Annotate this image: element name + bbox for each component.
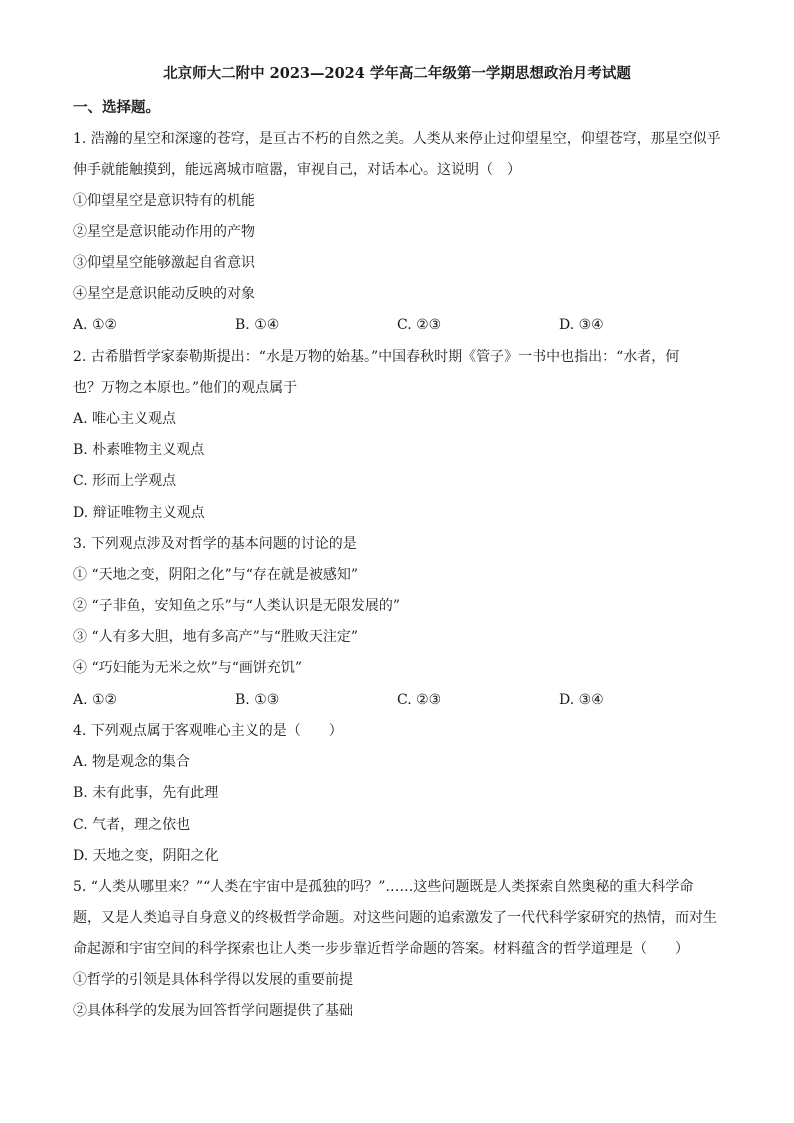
q3-option-b: B. ①③ (235, 692, 280, 708)
q3-item-3: ③ “人有多大胆，地有多高产”与“胜败天注定” (73, 629, 359, 645)
q1-item-3: ③仰望星空能够激起自省意识 (73, 255, 255, 271)
q1-option-d: D. ③④ (559, 317, 604, 333)
q4-option-a: A. 物是观念的集合 (73, 754, 191, 770)
q3-option-d: D. ③④ (559, 692, 604, 708)
q3-option-c: C. ②③ (397, 692, 442, 708)
q5-stem-line2: 题，又是人类追寻自身意义的终极哲学命题。对这些问题的追索激发了一代代科学家研究的热情，而对生 (73, 910, 717, 926)
q3-item-4: ④ “巧妇能为无米之炊”与“画饼充饥” (73, 660, 303, 676)
q4-stem: 4. 下列观点属于客观唯心主义的是（ ） (73, 723, 343, 739)
q5-stem-line3: 命起源和宇宙空间的科学探索也让人类一步步靠近哲学命题的答案。材料蕴含的哲学道理是（ ） (73, 941, 689, 957)
q4-option-c: C. 气者，理之依也 (73, 817, 191, 833)
q5-stem-line1: 5. “人类从哪里来？”“人类在宇宙中是孤独的吗？”……这些问题既是人类探索自然奥秘的重大科学命 (73, 879, 694, 895)
q5-item-1: ①哲学的引领是具体科学得以发展的重要前提 (73, 972, 353, 988)
q4-option-b: B. 未有此事，先有此理 (73, 785, 219, 801)
q2-option-b: B. 朴素唯物主义观点 (73, 442, 205, 458)
q2-option-c: C. 形而上学观点 (73, 473, 177, 489)
q2-option-a: A. 唯心主义观点 (73, 411, 177, 427)
q1-stem-line1: 1. 浩瀚的星空和深邃的苍穹，是亘古不朽的自然之美。人类从来停止过仰望星空，仰望苍穹，那星空似乎 (73, 131, 721, 147)
q1-item-1: ①仰望星空是意识特有的机能 (73, 193, 255, 209)
q1-item-2: ②星空是意识能动作用的产物 (73, 224, 255, 240)
q4-option-d: D. 天地之变，阴阳之化 (73, 848, 219, 864)
q1-option-c: C. ②③ (397, 317, 442, 333)
q3-option-a: A. ①② (73, 692, 118, 708)
q2-stem-line1: 2. 古希腊哲学家泰勒斯提出：“水是万物的始基。”中国春秋时期《管子》一书中也指出：“水者，何 (73, 349, 680, 365)
q1-option-b: B. ①④ (235, 317, 280, 333)
q5-item-2: ②具体科学的发展为回答哲学问题提供了基础 (73, 1003, 353, 1019)
q3-stem: 3. 下列观点涉及对哲学的基本问题的讨论的是 (73, 536, 357, 552)
q2-stem-line2: 也？万物之本原也。”他们的观点属于 (73, 380, 298, 396)
q3-item-1: ① “天地之变，阴阳之化”与“存在就是被感知” (73, 567, 359, 583)
q1-stem-line2: 伸手就能触摸到，能远离城市喧嚣，审视自己，对话本心。这说明（ ） (73, 162, 521, 178)
exam-title: 北京师大二附中 2023—2024 学年高二年级第一学期思想政治月考试题 (163, 65, 631, 82)
q2-option-d: D. 辩证唯物主义观点 (73, 505, 205, 521)
q1-option-a: A. ①② (73, 317, 118, 333)
q3-item-2: ② “子非鱼，安知鱼之乐”与“人类认识是无限发展的” (73, 598, 401, 614)
q1-item-4: ④星空是意识能动反映的对象 (73, 286, 255, 302)
section-heading: 一、选择题。 (73, 99, 160, 116)
